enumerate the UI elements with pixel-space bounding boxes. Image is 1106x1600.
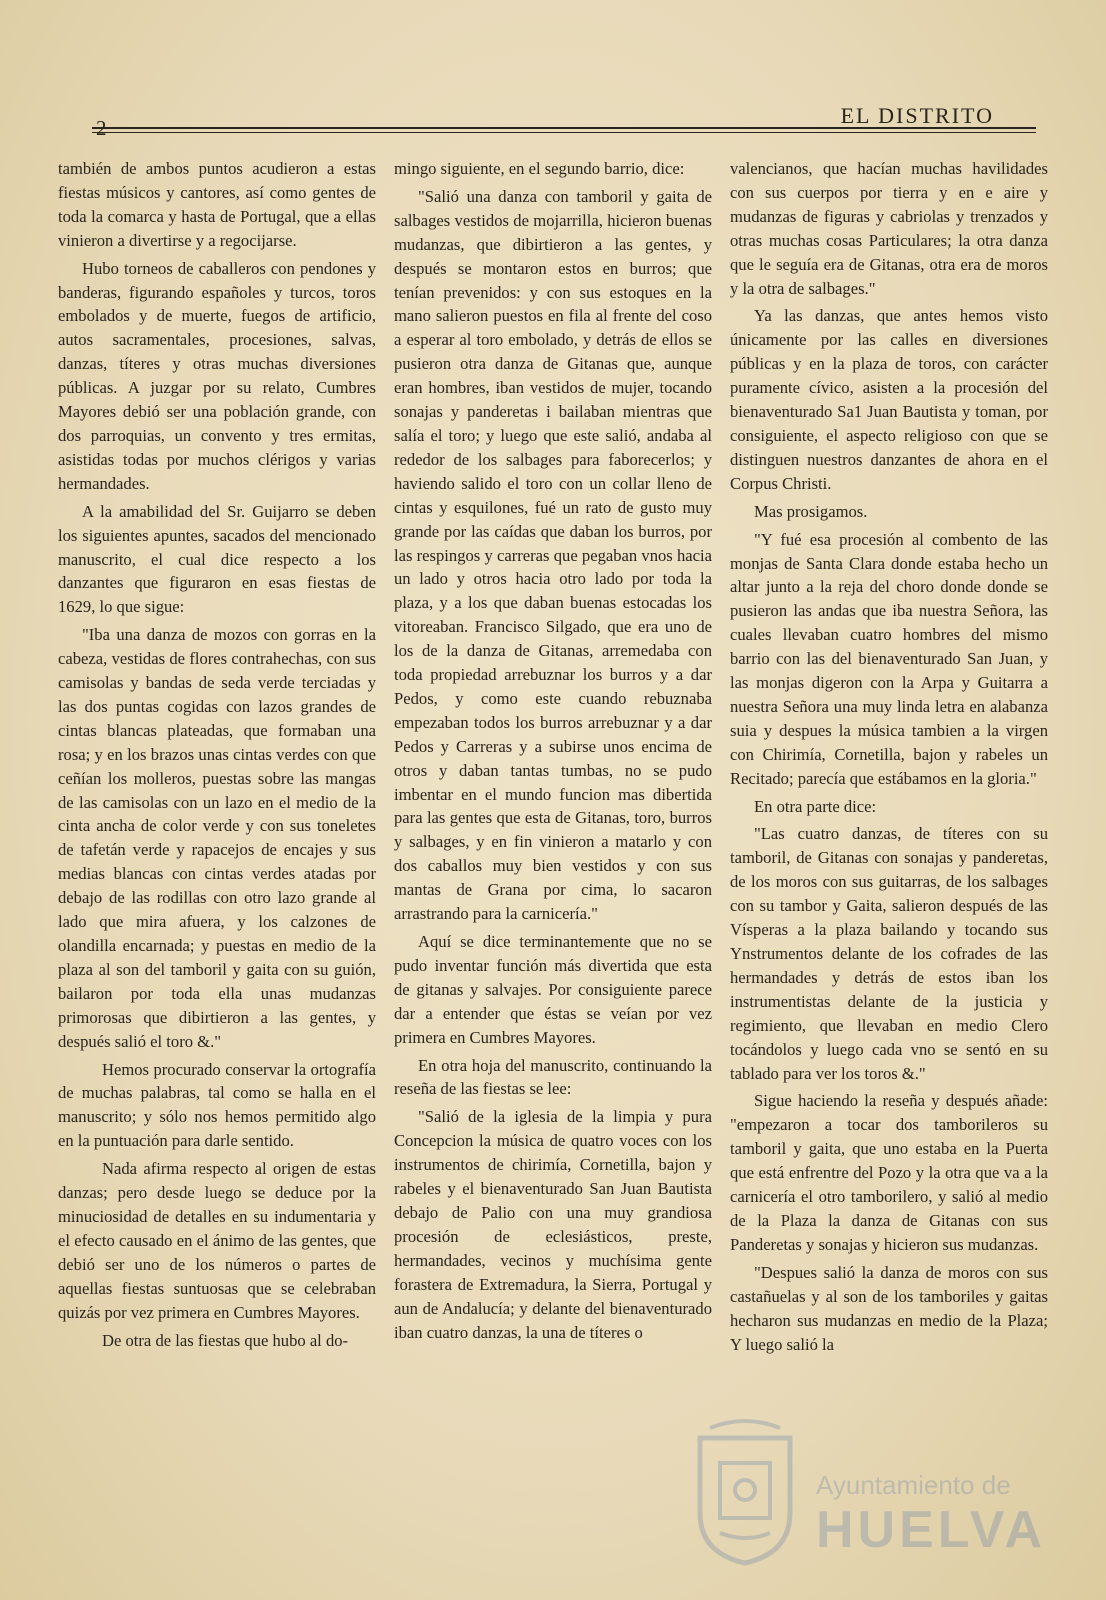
coat-of-arms-icon	[690, 1418, 800, 1568]
article-body	[58, 157, 1048, 1477]
page-number: 2	[96, 116, 108, 140]
paragraph: Mas prosigamos.	[754, 501, 868, 521]
quote-paragraph: "Salió de la iglesia de la limpia y pura Concepcion la música de quatro voces con los instrumentos de chirimía, Cornetilla, bajon y rabeles y el bienaventurado San Juan Bautista debajo de Palio con una muy grandiosa procesión de eclesiásticos, preste, hermandades, vecinos y muchísima gente forastera de Extremadura, la Sierra, Portugal y aun de Andalucía; y delante del bienaventurado iban cuatro danzas, la una de títeres o	[394, 1107, 712, 1342]
paragraph: Ya las danzas, que antes hemos visto únicamente por las calles en diversiones públicas y en la plaza de toros, con carácter puramente cívico, asisten a la procesión del bienaventurado Sa1 Juan Bautista y toman, por consiguiente, el aspecto religioso con que se distinguen nuestros danzantes de ahora en el Corpus Christi.	[730, 306, 1048, 493]
paragraph: valencianos, que hacían muchas havilidades con sus cuerpos por tierra y en e aire y mudanzas de figuras y cabriolas y trenzados y otras muchas cosas Particulares; la otra danza que le seguía era de Gitanas, otra era de moros y la otra de salbages."	[730, 159, 1048, 298]
header-rule-thin	[92, 132, 1036, 133]
newspaper-title: EL DISTRITO	[840, 103, 994, 128]
column-2	[394, 157, 712, 1348]
paragraph: mingo siguiente, en el segundo barrio, dice:	[394, 159, 685, 178]
paragraph: De otra de las fiestas que hubo al do-	[102, 1330, 349, 1350]
quote-paragraph: "Iba una danza de mozos con gorras en la cabeza, vestidas de flores contrahechas, con sus camisolas y bandas de seda verde terciadas y las dos puntas cogidas con lazos grandes de cintas blancas plateadas, que formaban una rosa; y en los brazos unas cintas verdes con que ceñían los molleros, puestas sobre las mangas de las camisolas con un lazo en el medio de la cinta ancha de color verde y con sus toneletes de tafetán verde y rapacejos de encajes y sus medias blancas con cintas verdes atadas por debajo de las rodillas con otro lazo grande al lado que mira afuera, y los calzones de olandilla encarnada; y puestas en medio de la plaza al son del tamboril y gaita con su guión, bailaron por toda ella unas mudanzas primorosas que dibirtieron a las gentes, y después salió el toro &."	[58, 625, 376, 1051]
header-rule	[92, 127, 1036, 129]
paragraph: Aquí se dice terminantemente que no se pudo inventar función más divertida que esta de gitanas y salvajes. Por consiguiente parece dar a entender que éstas se veían por vez primera en Cumbres Mayores.	[394, 932, 712, 1047]
quote-paragraph: "Y fué esa procesión al combento de las monjas de Santa Clara donde estaba hecho un altar junto a la reja del choro donde donde se pusieron las andas que iba nuestra Señora, las cuales llevaban cuatro hombres del mismo barrio con las del bienaventurado San Juan, y las monjas digeron con la Arpa y Guitarra a nuestra Señora una muy linda letra en alabanza suia y despues la música tambien a la virgen con Chirimía, Cornetilla, bajon y rabeles un Recitado; parecía que estábamos en la gloria."	[730, 529, 1048, 788]
paragraph: Sigue haciendo la reseña y después añade: "empezaron a tocar dos tamborileros su tamboril y gaita, que uno estaba en la Puerta que está enfrentre del Pozo y la otra que va a la carnicería el otro tamborilero, y salió al medio de la Plaza la danza de Gitanas con sus Panderetas y sonajas y hicieron sus mudanzas.	[730, 1091, 1048, 1254]
watermark-line-1: Ayuntamiento de	[816, 1470, 1011, 1500]
watermark-line-2: HUELVA	[816, 1501, 1047, 1559]
paragraph: En otra parte dice:	[754, 796, 877, 816]
quote-paragraph: "Despues salió la danza de moros con sus castañuelas y al son de los tamboriles y gaitas hecharon sus mudanzas en medio de la Plaza; Y luego salió la	[730, 1262, 1048, 1354]
paragraph: En otra hoja del manuscrito, continuando la reseña de las fiestas se lee:	[394, 1055, 712, 1099]
paragraph: Hubo torneos de caballeros con pendones y banderas, figurando españoles y turcos, toros embolados y de muerte, fuegos de artificio, autos sacramentales, procesiones, salvas, danzas, títeres y otras muchas diversiones públicas. A juzgar por su relato, Cumbres Mayores debió ser una población grande, con dos parroquias, un convento y tres ermitas, asistidas todas por muchos clérigos y varias hermandades.	[58, 258, 376, 493]
quote-paragraph: "Las cuatro danzas, de títeres con su tamboril, de Gitanas con sonajas y panderetas, de los moros con sus guitarras, de los salbages con su tambor y Gaita, salieron después de las Vísperas a la plaza bailando y tocando sus Ynstrumentos delante de los cofrades de las hermandades y detrás de estos iban los instrumentistas delante de la justicia y regimiento, que llevaban en medio Clero tocándolos y luego cada vno se sentó en su tablado para ver los toros &."	[730, 824, 1048, 1083]
archive-watermark	[690, 1418, 1047, 1568]
paragraph: Hemos procurado conservar la ortografía de muchas palabras, tal como se halla en el manuscrito; y sólo nos hemos permitido algo en la puntuación para darle sentido.	[58, 1059, 376, 1151]
column-3	[730, 157, 1048, 1360]
quote-paragraph: "Salió una danza con tamboril y gaita de salbages vestidos de mojarrilla, hicieron buenas mudanzas, que dibirtieron a las gentes, y después se montaron estos en burros; que tenían prevenidos: y con sus estoques en la mano salieron puestos en fila al frente del coso a esperar al toro embolado, y detrás de ellos se pusieron otra danza de Gitanas que, aunque eran hombres, iban vestidos de mujer, tocando sonajas y panderetas i bailaban mientras que salía el toro; y luego que este salió, andaba al rededor de los salbages para faborecerlos; y haviendo salido el toro con un collar lleno de cintas y esquilones, fué un rato de gusto muy grande por las caídas que daban los burros, por las respingos y carreras que pegaban vnos hacia un lado y otros hacia otro lado por toda la plaza, y a los que daban buenas estocadas los vitoreaban. Francisco Silgado, que era uno de los de la danza de Gitanas, arremedaba con toda propiedad arrebuznar los burros y a dar Pedos, y como este cuando rebuznaba empezaban todos los burros arrebuznar y a dar Pedos y Carreras y a subirse unos encima de otros y daban tantas tumbas, no se pudo imbentar en el mundo funcion mas dibertida para las gentes que esta de Gitanas, toro, burros y salbages, y en fin vinieron a matarlo y con dos caballos muy bien vestidos y con sus mantas de Grana por cima, lo sacaron arrastrando para la carnicería."	[394, 186, 712, 924]
paragraph: Nada afirma respecto al origen de estas danzas; pero desde luego se deduce por la minuciosidad de detalles en su indumentaria y el efecto causado en el ánimo de las gentes, que debió ser uno de los números o partes de aquellas fiestas suntuosas que se celebraban quizás por vez primera en Cumbres Mayores.	[58, 1159, 376, 1322]
column-1	[58, 157, 376, 1356]
paragraph: A la amabilidad del Sr. Guijarro se deben los siguientes apuntes, sacados del mencionado manuscrito, el cual dice respecto a los danzantes que figuraron en esas fiestas de 1629, lo que sigue:	[58, 501, 376, 617]
paragraph: también de ambos puntos acudieron a estas fiestas músicos y cantores, así como gentes de toda la comarca y hasta de Portugal, que a ellas vinieron a divertirse y a regocijarse.	[58, 159, 376, 250]
